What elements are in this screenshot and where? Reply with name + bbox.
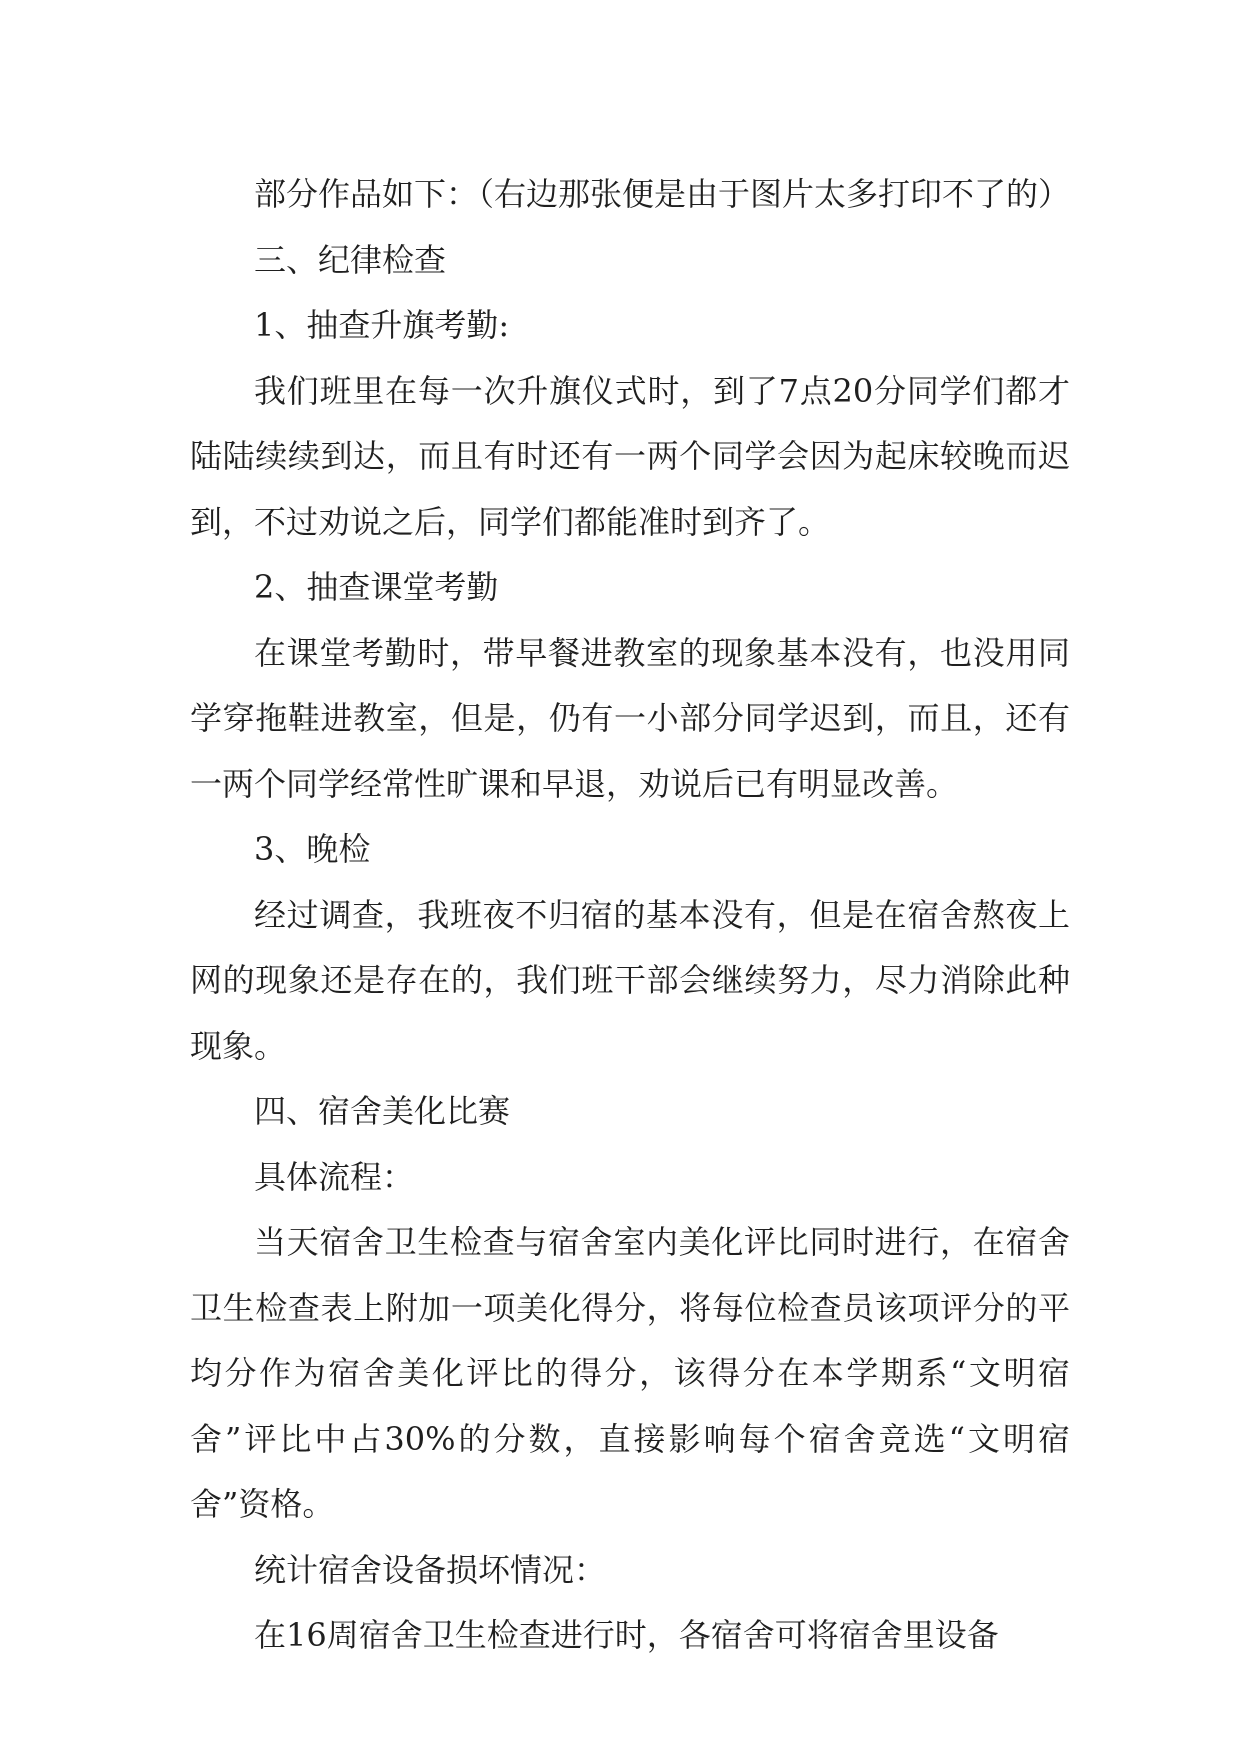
subheading-procedure: 具体流程： — [254, 1157, 415, 1196]
paragraph-equipment-damage: 在16周宿舍卫生检查进行时，各宿舍可将宿舍里设备 — [254, 1616, 999, 1654]
document-body — [190, 162, 1070, 1669]
subheading-class-attendance: 2、抽查课堂考勤 — [254, 568, 499, 606]
paragraph-works-intro: 部分作品如下：（右边那张便是由于图片太多打印不了的） — [254, 175, 1071, 213]
paragraph-procedure: 当天宿舍卫生检查与宿舍室内美化评比同时进行，在宿舍卫生检查表上附加一项美化得分，将每位检查员该项评分的平均分作为宿舍美化评比的得分，该得分在本学期系“文明宿舍”评比中占30%的分数，直接影响每个宿舍竞选“文明宿舍”资格。 — [190, 1223, 1070, 1523]
subheading-flag-attendance: 1、抽查升旗考勤: — [254, 306, 510, 344]
paragraph-class-attendance: 在课堂考勤时，带早餐进教室的现象基本没有，也没用同学穿拖鞋进教室，但是，仍有一小部分同学迟到，而且，还有一两个同学经常性旷课和早退，劝说后已有明显改善。 — [190, 633, 1070, 803]
heading-discipline-check: 三、纪律检查 — [254, 240, 447, 279]
subheading-night-check: 3、晚检 — [254, 830, 371, 868]
paragraph-flag-attendance: 我们班里在每一次升旗仪式时，到了7点20分同学们都才陆陆续续到达，而且有时还有一两个同学会因为起床较晚而迟到，不过劝说之后，同学们都能准时到齐了。 — [190, 371, 1070, 541]
subheading-equipment-damage: 统计宿舍设备损坏情况： — [254, 1550, 607, 1589]
paragraph-night-check: 经过调查，我班夜不归宿的基本没有，但是在宿舍熬夜上网的现象还是存在的，我们班干部会继续努力，尽力消除此种现象。 — [190, 895, 1070, 1065]
heading-dorm-contest: 四、宿舍美化比赛 — [254, 1092, 511, 1130]
